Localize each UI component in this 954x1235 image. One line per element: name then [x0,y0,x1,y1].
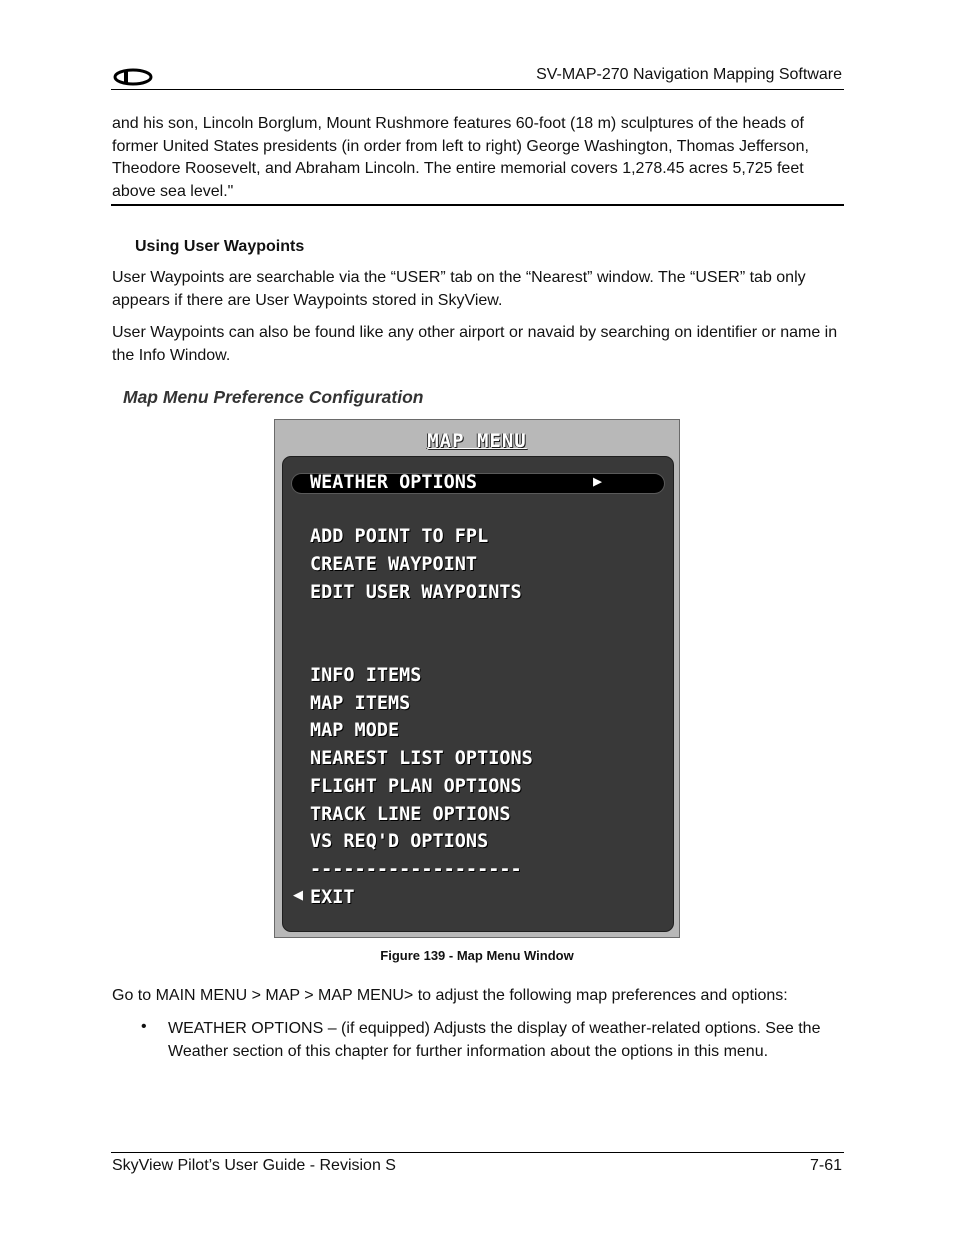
dynon-logo-icon [112,68,154,86]
menu-item-map-mode[interactable]: MAP MODE [310,720,400,741]
paragraph-info-window: User Waypoints can also be found like any other airport or navaid by searching on identifier or name in the Info Window. [112,324,838,364]
footer-guide-title: SkyView Pilot’s User Guide - Revision S [112,1157,396,1174]
menu-item-track-line-options[interactable]: TRACK LINE OPTIONS [310,804,511,825]
menu-item-vs-reqd-options[interactable]: VS REQ'D OPTIONS [310,831,489,852]
map-menu-title: MAP MENU [427,430,527,452]
menu-item-info-items[interactable]: INFO ITEMS [310,665,422,686]
menu-item-add-point-to-fpl[interactable]: ADD POINT TO FPL [310,526,489,547]
bullet-weather-options: WEATHER OPTIONS – (if equipped) Adjusts the display of weather-related options. See the Weather section of this chapter for further information about the options in this menu. [168,1020,821,1060]
figure-caption: Figure 139 - Map Menu Window [380,948,574,963]
submenu-arrow-icon: ▶ [592,472,602,490]
header-divider [111,89,844,90]
footer-divider [111,1152,844,1153]
paragraph-user-tab: User Waypoints are searchable via the “USER” tab on the “Nearest” window. The “USER” tab only appears if there are User Waypoints stored in SkyView. [112,269,806,309]
bullet-icon: • [141,1018,147,1035]
intro-divider [111,204,844,206]
header-title: SV-MAP-270 Navigation Mapping Software [536,66,842,83]
intro-paragraph: and his son, Lincoln Borglum, Mount Rushmore features 60-foot (18 m) sculptures of the heads of former United States presidents (in order from left to right) George Washington, Thomas Jefferson, Theodore Roosevelt, and Abraham Lincoln. The entire memorial covers 1,278.45 acres 5,725 feet above sea level." [112,115,809,201]
menu-item-flight-plan-options[interactable]: FLIGHT PLAN OPTIONS [310,776,522,797]
menu-item-weather-options[interactable] [292,474,664,493]
subsection-heading: Map Menu Preference Configuration [123,387,424,407]
menu-item-exit[interactable]: EXIT [310,887,355,908]
section-heading: Using User Waypoints [135,238,305,255]
map-menu-figure [274,419,680,938]
page-number: 7-61 [809,1157,842,1174]
menu-item-nearest-list-options[interactable]: NEAREST LIST OPTIONS [310,748,533,769]
back-arrow-icon: ◀ [293,888,303,903]
menu-item-create-waypoint[interactable]: CREATE WAYPOINT [310,554,478,575]
menu-separator: ------------------- [310,859,522,880]
map-menu-panel [282,456,674,932]
menu-item-label: WEATHER OPTIONS [310,472,478,493]
menu-item-edit-user-waypoints[interactable]: EDIT USER WAYPOINTS [310,582,522,603]
paragraph-map-menu-path: Go to MAIN MENU > MAP > MAP MENU> to adjust the following map preferences and options: [112,987,788,1004]
menu-item-map-items[interactable]: MAP ITEMS [310,693,411,714]
